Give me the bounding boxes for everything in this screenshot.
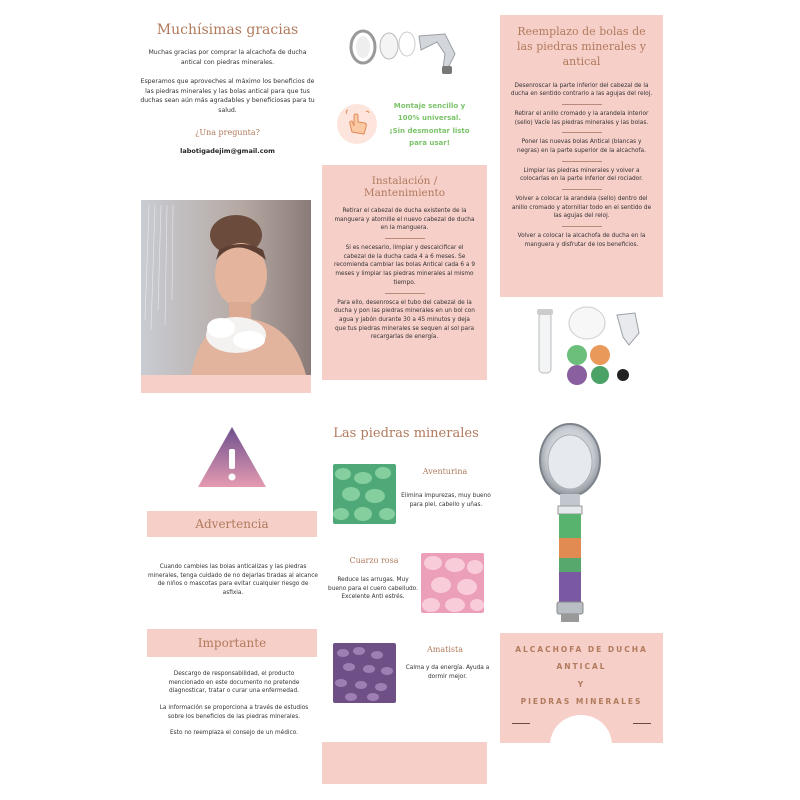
shower-parts-image [345,22,465,82]
warning-title: Advertencia [195,517,269,531]
product-name [500,633,663,710]
mounting-line3: ¡Sin desmontar listo [389,126,470,135]
product-line-right [633,723,651,724]
thanks-title: Muchísimas gracias [156,22,299,38]
question-heading: ¿Una pregunta? [195,127,260,137]
divider [562,226,602,227]
replacement-step-4: Limpiar las piedras minerales y volver a colocarlas en la parte inferior del rociador. [520,167,643,183]
shower-head-image [535,420,605,625]
amatista-image [333,643,396,703]
installation-p2: Si es necesario, limpiar y descalcificar el cabezal de la ducha cada 4 a 6 meses. Se recomienda cambiar las bolas Antical cada 6 a 9 meses y limpiar las piedras minerales al mismo tiempo. [334,245,476,286]
important-banner [147,629,317,657]
divider [562,189,602,190]
important-text [155,670,313,744]
product-arch [550,715,612,743]
replacement-step-5: Volver a colocar la arandela (sello) dentro del anillo cromado y atornillar todo en el sentido de las agujas del reloj. [511,196,652,220]
mounting-line4: para usar! [409,138,450,147]
important-p3: Esto no reemplaza el consejo de un médico. [170,730,298,737]
cuarzo-rosa-image [421,553,484,613]
cuarzo-name: Cuarzo rosa [349,556,399,565]
important-title: Importante [197,636,267,650]
mounting-text [382,100,477,149]
minerals-title: Las piedras minerales [333,426,479,441]
aventurina-name: Aventurina [422,467,468,476]
hand-touch-icon [337,104,377,144]
installation-p1: Retirar el cabezal de ducha existente de la manguera y atornille el nuevo cabezal de ducha en la manguera. [334,208,475,232]
amatista-name: Amatista [427,645,463,654]
warning-text: Cuando cambies las bolas anticalizas y las piedras minerales, tenga cuidado de no dejarlas tiradas al alcance de niños o mascotas para evitar cualquier riesgo de asfixia. [148,564,318,597]
photo-caption-bar [141,375,311,393]
amatista-text: Calma y da energía. Ayuda a dormir mejor. [405,665,490,680]
shower-photo [141,200,311,375]
bottom-center-bar [322,742,487,784]
warning-banner [147,511,317,537]
replacement-step-2: Retirar el anillo cromado y la arandela interior (sello) Vacíe las piedras minerales y las bolas. [514,110,649,126]
product-name-box [500,633,663,743]
product-line4: PIEDRAS MINERALES [520,696,643,706]
important-p2: La información se proporciona a través de estudios sobre los beneficios de las piedras minerales. [159,705,309,720]
aventurina-image [333,464,396,524]
cuarzo-text: Reduce las arrugas. Muy bueno para el cuero cabelludo. Excelente Anti estrés. [328,577,418,601]
installation-title: Instalación / Mantenimiento [363,175,446,199]
thanks-p2: Esperamos que aproveches al máximo los beneficios de las piedras minerales y las bolas antical para que tus duchas sean aún más agradables y beneficiosas para tu salud. [140,78,315,115]
replacement-title: Reemplazo de bolas de las piedras minerales y antical [516,25,647,68]
product-line-left [512,723,530,724]
product-line2: ANTICAL [556,662,607,672]
mounting-line2: 100% universal. [397,114,462,123]
installation-p3: Para ello, desenrosca el tubo del cabezal de la ducha y pon las piedras minerales en un bol con agua y jabón durante 30 a 45 minutos y deja que tus piedras minerales se sequen al sol para recargarlas de energía. [334,299,475,341]
contact-email[interactable]: labotigadejim@gmail.com [180,146,275,155]
replacement-box [500,15,663,297]
replacement-step-1: Desenroscar la parte inferior del cabezal de la ducha en sentido contrario a las agujas del reloj. [510,82,653,98]
replacement-step-3: Poner las nuevas bolas Antical (blancas y negras) en la parte superior de la alcachofa. [517,139,646,154]
divider [562,132,602,133]
aventurina-text: Elimina impurezas, muy bueno para piel, cabello y uñas. [401,493,491,508]
divider [562,161,602,162]
installation-box [322,165,487,380]
replacement-step-6: Volver a colocar la alcachofa de ducha en la manguera y disfrutar de los beneficios. [517,233,646,248]
warning-icon [196,425,268,489]
divider [562,104,602,105]
divider [385,238,425,239]
product-line3: Y [577,679,586,689]
product-line1: ALCACHOFA DE DUCHA [515,645,648,654]
thanks-section [140,22,315,155]
thanks-p1: Muchas gracias por comprar la alcachofa de ducha antical con piedras minerales. [148,49,307,66]
important-p1: Descargo de responsabilidad, el producto mencionado en este documento no pretende diagnosticar, tratar o curar una enfermedad. [168,671,300,695]
shower-photo-image [141,200,311,375]
mounting-line1: Montaje sencillo y [393,102,466,110]
product-parts-image [525,303,645,388]
divider [385,293,425,294]
